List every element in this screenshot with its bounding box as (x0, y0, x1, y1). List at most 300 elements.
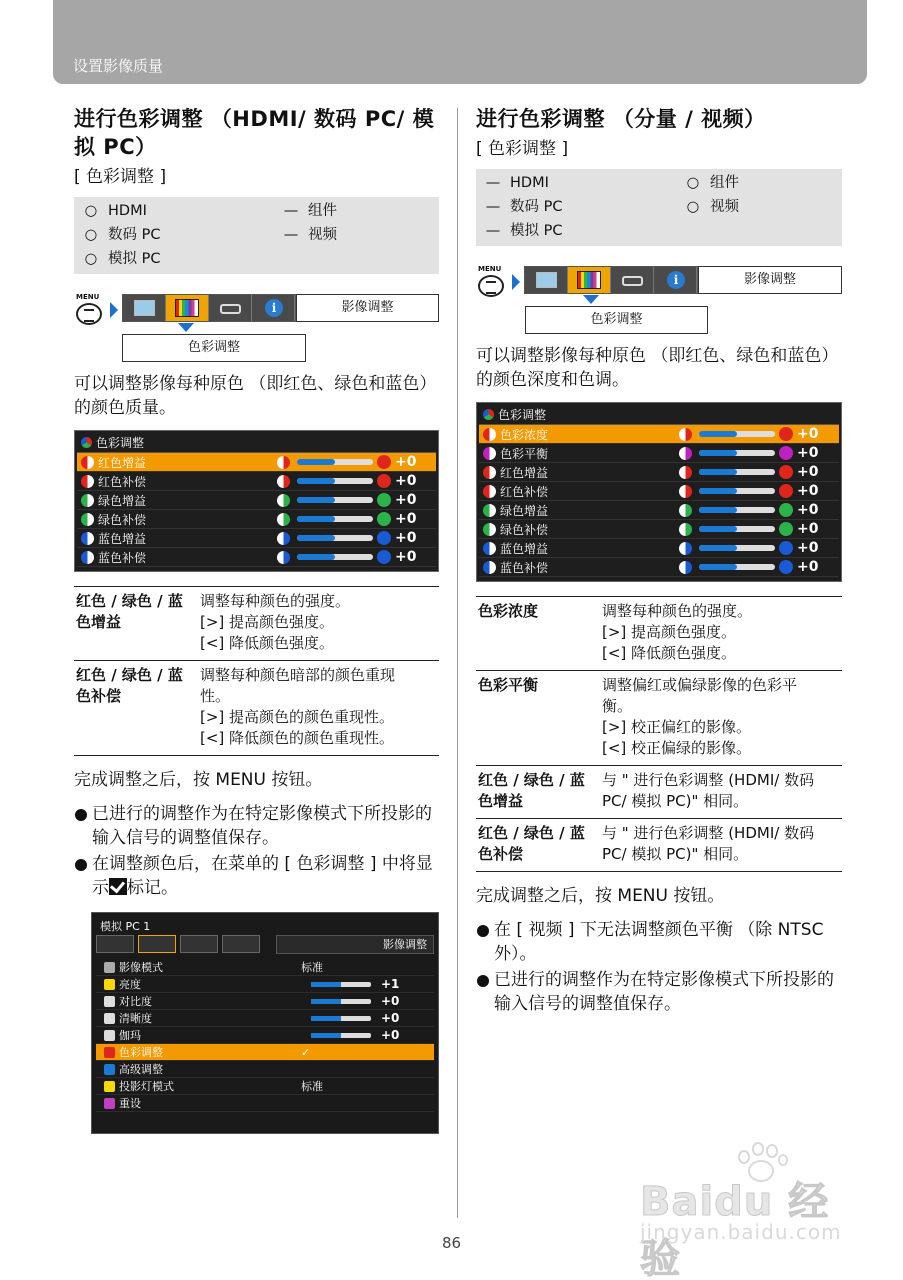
display-tab-icon (123, 295, 166, 321)
color-icon (779, 427, 793, 441)
color-icon (779, 522, 793, 536)
osd-menu-name (96, 976, 141, 992)
osd-row (77, 529, 436, 548)
osd-row-name (479, 502, 674, 519)
osd-row-name (77, 549, 272, 566)
availability-mark: — (283, 227, 299, 243)
color-icon (483, 485, 496, 498)
left-desc-table (74, 586, 439, 756)
slider-track (699, 564, 775, 570)
rgb-icon (81, 437, 92, 448)
slider-track (297, 497, 373, 503)
color-icon (377, 512, 391, 526)
slider-track (297, 516, 373, 522)
input-source-item (476, 220, 676, 242)
osd-row-label: 蓝色增益 (500, 541, 549, 556)
pointer-down-icon (583, 295, 599, 304)
osd-row (479, 463, 839, 482)
desc-line: [>] 提高颜色强度。 (200, 613, 335, 631)
osd-row (479, 444, 839, 463)
table-desc (600, 766, 842, 819)
color-icon (483, 561, 496, 574)
osd-row-label: 绿色补偿 (500, 522, 549, 537)
osd-menu-label: 对比度 (119, 995, 152, 1008)
color-icon (483, 447, 496, 460)
table-row (476, 671, 842, 766)
osd-row-value: +0 (797, 521, 819, 537)
rgb-icon (483, 409, 494, 420)
display-tab-icon (96, 935, 134, 953)
right-menu-strip (476, 266, 842, 338)
color-icon (81, 551, 94, 564)
availability-mark: ○ (686, 199, 700, 215)
color-icon (81, 513, 94, 526)
table-desc (600, 597, 842, 671)
slider-track (297, 535, 373, 541)
input-source-label: 模拟 PC (108, 251, 161, 267)
input-source-label: 数码 PC (108, 227, 161, 243)
input-source-item (274, 200, 434, 222)
osd-title: 色彩调整 (77, 433, 436, 453)
menu-tabs (122, 294, 296, 322)
osd-menu-row (96, 1027, 434, 1044)
page-number: 86 (441, 1234, 462, 1252)
input-source-item (476, 172, 676, 194)
color-icon (679, 485, 692, 498)
left-subhead: [ 色彩调整 ] (74, 167, 167, 187)
osd-row-label: 蓝色增益 (98, 531, 147, 546)
color-icon (779, 484, 793, 498)
osd-row-slider (277, 510, 430, 529)
table-row (476, 766, 842, 819)
osd-menu-name (96, 1044, 163, 1060)
table-row (476, 819, 842, 872)
osd-menu-name (96, 1095, 141, 1111)
strip-sub: 色彩调整 (525, 306, 708, 334)
osd-menu-value: 标准 (301, 1080, 323, 1093)
table-term: 红色 / 绿色 / 蓝色增益 (74, 587, 198, 661)
color-icon (81, 456, 94, 469)
menu-item-icon (104, 1030, 115, 1041)
osd-row-value: +0 (797, 464, 819, 480)
color-icon (779, 503, 793, 517)
color-icon (483, 523, 496, 536)
desc-line: 调整每种颜色的强度。 (602, 602, 753, 620)
color-icon (81, 532, 94, 545)
left-title: 进行色彩调整 （HDMI/ 数码 PC/ 模拟 PC） (74, 107, 435, 159)
osd-row-name (479, 521, 674, 538)
osd-row-label: 绿色补偿 (98, 512, 147, 527)
osd-row-name (77, 454, 272, 471)
osd-row-name (479, 464, 674, 481)
desc-line: [>] 提高颜色强度。 (602, 623, 737, 641)
left-after: 完成调整之后，按 MENU 按钮。 (74, 770, 323, 790)
osd-menu-number: +0 (381, 1028, 400, 1042)
color-icon (679, 523, 692, 536)
osd-menu-label: 高级调整 (119, 1063, 163, 1076)
input-source-item (74, 248, 274, 270)
availability-mark: — (283, 203, 299, 219)
input-source-label: 组件 (308, 203, 337, 219)
availability-mark: ○ (84, 251, 98, 267)
osd-row-slider (277, 548, 430, 567)
slider-track (311, 999, 371, 1004)
osd-row-slider (679, 539, 833, 558)
section-header-bar (53, 0, 867, 84)
menu-item-icon (104, 1098, 115, 1109)
color-icon (483, 428, 496, 441)
osd-row-value: +0 (395, 473, 417, 489)
osd-row-value: +0 (797, 559, 819, 575)
osd-menu-row (96, 993, 434, 1010)
osd-row-name (77, 492, 272, 509)
osd-menu-row (96, 1044, 434, 1061)
right-input-box (476, 169, 842, 246)
menu-label: MENU (478, 265, 502, 273)
osd-menu-name (96, 1027, 141, 1043)
table-term: 红色 / 绿色 / 蓝色补偿 (74, 661, 198, 756)
availability-mark: — (485, 175, 501, 191)
availability-mark: ○ (84, 203, 98, 219)
osd-row (77, 548, 436, 567)
image-adjust-tab-icon (568, 267, 611, 293)
osd-row (479, 482, 839, 501)
menu-item-icon (104, 979, 115, 990)
availability-mark: — (485, 199, 501, 215)
slider-track (311, 982, 371, 987)
right-intro: 可以调整影像每种原色 （即红色、绿色和蓝色）的颜色深度和色调。 (476, 346, 839, 390)
strip-sub: 色彩调整 (122, 334, 306, 362)
install-tab-icon (209, 295, 252, 321)
desc-line: [>] 提高颜色的颜色重现性。 (200, 708, 395, 726)
osd-tabs (96, 935, 264, 953)
section-title: 设置影像质量 (73, 57, 164, 75)
osd-row-value: +0 (797, 540, 819, 556)
osd-row (479, 501, 839, 520)
color-icon (779, 560, 793, 574)
right-column (476, 105, 842, 1018)
left-osd-color-adjust (74, 430, 439, 572)
image-adjust-tab-icon (138, 935, 176, 953)
table-term: 色彩平衡 (476, 671, 600, 766)
color-icon (483, 542, 496, 555)
osd-row-value: +0 (797, 502, 819, 518)
slider-track (311, 1033, 371, 1038)
color-icon (679, 428, 692, 441)
osd-menu-value: 标准 (301, 961, 323, 974)
color-icon (679, 466, 692, 479)
right-title: 进行色彩调整 （分量 / 视频） (476, 107, 766, 131)
osd-row-slider (679, 463, 833, 482)
color-icon (377, 531, 391, 545)
table-term: 红色 / 绿色 / 蓝色增益 (476, 766, 600, 819)
osd-row-label: 红色补偿 (500, 484, 549, 499)
menu-item-icon (104, 996, 115, 1007)
osd-row-label: 绿色增益 (500, 503, 549, 518)
osd-row (479, 539, 839, 558)
watermark-url: jingyan.baidu.com (640, 1220, 842, 1244)
column-divider (457, 108, 458, 1218)
menu-item-icon (104, 1013, 115, 1024)
color-icon (779, 465, 793, 479)
list-item: 已进行的调整作为在特定影像模式下所投影的输入信号的调整值保存。 (74, 802, 439, 850)
slider-track (699, 431, 775, 437)
slider-track (699, 469, 775, 475)
menu-item-icon (104, 962, 115, 973)
osd-menu-row (96, 1078, 434, 1095)
color-icon (277, 456, 290, 469)
osd-row-label: 绿色增益 (98, 493, 147, 508)
right-after: 完成调整之后，按 MENU 按钮。 (476, 886, 725, 906)
table-desc (600, 819, 842, 872)
osd-row-name (479, 426, 674, 443)
color-icon (277, 494, 290, 507)
osd-row-label: 红色补偿 (98, 474, 147, 489)
osd-row-value: +0 (395, 511, 417, 527)
osd-row-value: +0 (797, 426, 819, 442)
desc-line: 调整每种颜色的强度。 (200, 592, 351, 610)
osd-row-value: +0 (797, 483, 819, 499)
osd-row-slider (277, 453, 430, 472)
osd-menu-row (96, 1095, 434, 1112)
osd-row-label: 色彩浓度 (500, 427, 549, 442)
osd-menu-label: 重设 (119, 1097, 141, 1110)
osd-menu-name (96, 1010, 152, 1026)
list-item: 在调整颜色后，在菜单的 [ 色彩调整 ] 中将显示 标记。 (74, 852, 439, 900)
table-row (476, 597, 842, 671)
desc-line: [<] 降低颜色强度。 (200, 634, 335, 652)
info-tab-icon: i (654, 267, 697, 293)
osd-menu-label: 伽玛 (119, 1029, 141, 1042)
slider-track (297, 459, 373, 465)
osd-menu-number: +1 (381, 977, 400, 991)
pointer-down-icon (178, 323, 194, 332)
osd-row (77, 491, 436, 510)
availability-mark: ○ (686, 175, 700, 191)
osd-tab-title: 影像调整 (276, 935, 434, 954)
osd-row-value: +0 (797, 445, 819, 461)
osd-row (77, 472, 436, 491)
osd-source: 模拟 PC 1 (100, 920, 151, 933)
color-icon (679, 542, 692, 555)
osd-title: 色彩调整 (479, 405, 839, 425)
slider-track (699, 450, 775, 456)
baidu-watermark (640, 1140, 870, 1280)
desc-line: 与 " 进行色彩调整 (HDMI/ 数码 (602, 824, 815, 842)
list-item: 在 [ 视频 ] 下无法调整颜色平衡 （除 NTSC 外）。 (476, 918, 842, 966)
osd-menu-label: 投影灯模式 (119, 1080, 174, 1093)
color-icon (779, 446, 793, 460)
availability-mark: ○ (84, 227, 98, 243)
menu-item-icon (104, 1047, 115, 1058)
color-icon (277, 513, 290, 526)
input-source-item (476, 196, 676, 218)
osd-row-label: 红色增益 (98, 455, 147, 470)
osd-menu-name (96, 1078, 174, 1094)
osd-row-name (77, 511, 272, 528)
color-icon (81, 475, 94, 488)
input-source-label: 视频 (710, 199, 739, 215)
color-icon (277, 532, 290, 545)
color-icon (679, 504, 692, 517)
osd-row (479, 425, 839, 444)
osd-menu-value: ✓ (301, 1045, 311, 1059)
menu-tabs (524, 266, 698, 294)
osd-menu-number: +0 (381, 1011, 400, 1025)
slider-track (699, 507, 775, 513)
osd-row-slider (277, 529, 430, 548)
table-term: 红色 / 绿色 / 蓝色补偿 (476, 819, 600, 872)
left-column (74, 105, 439, 1134)
osd-row-slider (679, 425, 833, 444)
availability-mark: — (485, 223, 501, 239)
color-icon (277, 475, 290, 488)
right-desc-table (476, 596, 842, 872)
osd-menu-number: +0 (381, 994, 400, 1008)
desc-line: 调整偏红或偏绿影像的色彩平 (602, 676, 798, 694)
right-subhead: [ 色彩调整 ] (476, 139, 569, 159)
slider-track (297, 478, 373, 484)
osd-menu-name (96, 1061, 163, 1077)
table-desc (198, 587, 439, 661)
osd-row-slider (277, 472, 430, 491)
table-desc (600, 671, 842, 766)
desc-line: [<] 校正偏绿的影像。 (602, 739, 752, 757)
input-source-item (74, 224, 274, 246)
color-icon (679, 447, 692, 460)
color-icon (779, 541, 793, 555)
osd-row-name (479, 483, 674, 500)
input-source-item (74, 200, 274, 222)
right-bullets (476, 918, 842, 1016)
arrow-right-icon (110, 302, 118, 318)
slider-track (311, 1016, 371, 1021)
input-source-item (676, 172, 836, 194)
desc-line: [<] 降低颜色强度。 (602, 644, 737, 662)
osd-row-name (479, 445, 674, 462)
osd-menu-name (96, 993, 152, 1009)
color-icon (81, 494, 94, 507)
input-source-label: 模拟 PC (510, 223, 563, 239)
osd-row-name (479, 540, 674, 557)
osd-row-slider (277, 491, 430, 510)
desc-line: 性。 (200, 687, 231, 705)
osd-row-slider (679, 520, 833, 539)
strip-title: 影像调整 (296, 294, 439, 322)
install-tab-icon (180, 935, 218, 953)
osd-row-slider (679, 444, 833, 463)
slider-track (297, 554, 373, 560)
input-source-item (274, 224, 434, 246)
osd-menu-label: 亮度 (119, 978, 141, 991)
input-source-label: 视频 (308, 227, 337, 243)
slider-track (699, 488, 775, 494)
desc-line: PC/ 模拟 PC)" 相同。 (602, 792, 749, 810)
info-tab-icon (222, 935, 260, 953)
osd-row (479, 520, 839, 539)
input-source-label: 组件 (710, 175, 739, 191)
osd-menu-label: 清晰度 (119, 1012, 152, 1025)
osd-row-value: +0 (395, 530, 417, 546)
osd-row-label: 红色增益 (500, 465, 549, 480)
input-source-label: HDMI (108, 203, 147, 219)
osd-row (77, 510, 436, 529)
osd-row-slider (679, 501, 833, 520)
left-osd-main-menu (91, 912, 439, 1134)
color-icon (377, 493, 391, 507)
color-icon (277, 551, 290, 564)
slider-track (699, 526, 775, 532)
color-icon (377, 474, 391, 488)
osd-row (479, 558, 839, 577)
desc-line: 衡。 (602, 697, 633, 715)
osd-row (77, 453, 436, 472)
osd-row-name (479, 559, 674, 576)
table-row (74, 587, 439, 661)
osd-menu-name (96, 959, 163, 975)
image-adjust-tab-icon (166, 295, 209, 321)
input-source-item (676, 196, 836, 218)
osd-row-value: +0 (395, 454, 417, 470)
desc-line: 调整每种颜色暗部的颜色重现 (200, 666, 396, 684)
menu-label: MENU (76, 293, 100, 301)
osd-row-label: 蓝色补偿 (98, 550, 147, 565)
menu-button-icon (74, 293, 106, 324)
color-icon (679, 561, 692, 574)
desc-line: PC/ 模拟 PC)" 相同。 (602, 845, 749, 863)
osd-row-name (77, 530, 272, 547)
osd-menu-row (96, 1010, 434, 1027)
color-icon (377, 550, 391, 564)
desc-line: [>] 校正偏红的影像。 (602, 718, 752, 736)
desc-line: [<] 降低颜色的颜色重现性。 (200, 729, 395, 747)
osd-menu-row (96, 1061, 434, 1078)
right-osd-color-adjust (476, 402, 842, 582)
input-source-label: HDMI (510, 175, 549, 191)
color-icon (483, 466, 496, 479)
left-input-box (74, 197, 439, 274)
osd-row-label: 色彩平衡 (500, 446, 549, 461)
install-tab-icon (611, 267, 654, 293)
osd-menu-label: 色彩调整 (119, 1046, 163, 1059)
osd-menu-label: 影像模式 (119, 961, 163, 974)
osd-row-slider (679, 558, 833, 577)
osd-row-value: +0 (395, 549, 417, 565)
desc-line: 与 " 进行色彩调整 (HDMI/ 数码 (602, 771, 815, 789)
color-icon (483, 504, 496, 517)
input-source-label: 数码 PC (510, 199, 563, 215)
left-menu-strip (74, 294, 439, 366)
watermark-logo: Baidu 经验 (640, 1179, 830, 1280)
menu-item-icon (104, 1081, 115, 1092)
menu-button-icon (476, 265, 508, 296)
osd-row-label: 蓝色补偿 (500, 560, 549, 575)
osd-row-name (77, 473, 272, 490)
left-intro: 可以调整影像每种原色 （即红色、绿色和蓝色）的颜色质量。 (74, 374, 437, 418)
color-icon (377, 455, 391, 469)
slider-track (699, 545, 775, 551)
table-desc (198, 661, 439, 756)
display-tab-icon (525, 267, 568, 293)
table-row (74, 661, 439, 756)
menu-item-icon (104, 1064, 115, 1075)
table-term: 色彩浓度 (476, 597, 600, 671)
info-tab-icon: i (252, 295, 295, 321)
osd-row-value: +0 (395, 492, 417, 508)
osd-row-slider (679, 482, 833, 501)
osd-menu-row (96, 976, 434, 993)
strip-title: 影像调整 (698, 266, 842, 294)
